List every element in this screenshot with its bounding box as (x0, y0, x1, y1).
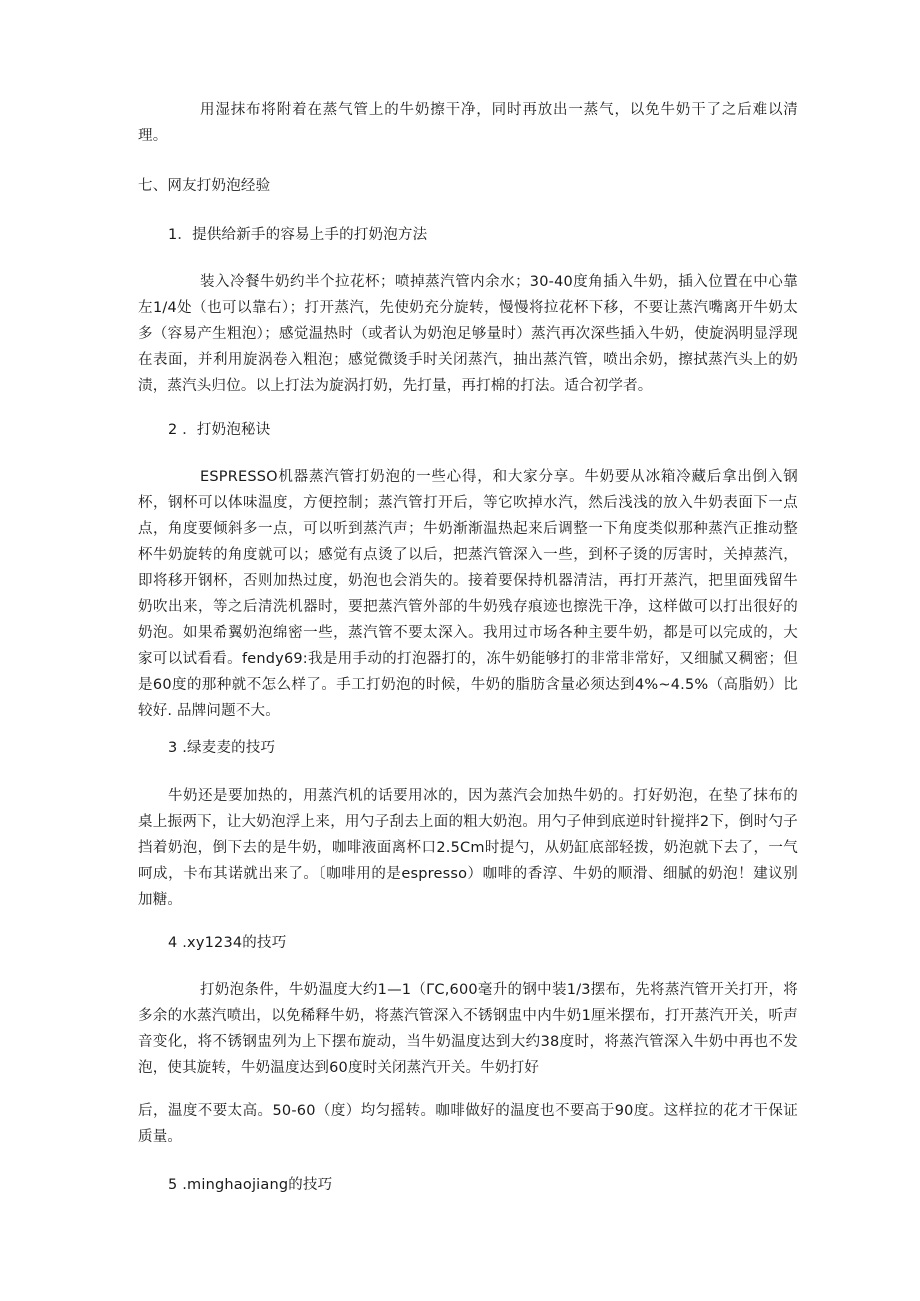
item-4-title: 4 .xy1234的技巧 (168, 935, 287, 951)
item-3-title: 3 .绿麦麦的技巧 (168, 740, 276, 756)
item-3-body: 牛奶还是要加热的，用蒸汽机的话要用冰的，因为蒸汽会加热牛奶的。打好奶泡，在垫了抹布的桌上振两下，让大奶泡浮上来，用勺子刮去上面的粗大奶泡。用勺子伸到底逆时针搅拌2下，倒时勺子挡着奶泡，倒下去的是牛奶，咖啡液面离杯口2.5Cm时提勺，从奶缸底部轻拨，奶泡就下去了，一气呵成，卡布其诺就出来了。〔咖啡用的是espresso）咖啡的香淳、牛奶的顺滑、细腻的奶泡！建议别加糖。 (138, 788, 798, 908)
paragraph-cleanup: 用湿抹布将附着在蒸气管上的牛奶擦干净，同时再放出一蒸气，以免牛奶干了之后难以清理。 (138, 102, 798, 144)
item-5-title: 5 .minghaojiang的技巧 (168, 1177, 333, 1193)
item-4-body-part2: 后，温度不要太高。50-60（度）均匀摇转。咖啡做好的温度也不要高于90度。这样拉的花才干保证质量。 (138, 1103, 798, 1145)
item-2-body: ESPRESSO机器蒸汽管打奶泡的一些心得，和大家分享。牛奶要从冰箱冷藏后拿出倒入钢杯，钢杯可以体味温度，方便控制；蒸汽管打开后，等它吹掉水汽，然后浅浅的放入牛奶表面下一点点，角度要倾斜多一点，可以听到蒸汽声；牛奶渐渐温热起来后调整一下角度类似那种蒸汽正推动整杯牛奶旋转的角度就可以；感觉有点烫了以后，把蒸汽管深入一些，到杯子烫的厉害时，关掉蒸汽，即将移开钢杯，否则加热过度，奶泡也会消失的。接着要保持机器清洁，再打开蒸汽，把里面残留牛奶吹出来，等之后清洗机器时，要把蒸汽管外部的牛奶残存痕迹也擦洗干净，这样做可以打出很好的奶泡。如果希翼奶泡绵密一些，蒸汽管不要太深入。我用过市场各种主要牛奶，都是可以完成的，大家可以试看看。fendy69:我是用手动的打泡器打的，冻牛奶能够打的非常非常好，又细腻又稠密；但是60度的那种就不怎么样了。手工打奶泡的时候，牛奶的脂肪含量必须达到4%~4.5%（高脂奶）比较好. 品牌问题不大。 (138, 469, 798, 719)
item-4-body-part1: 打奶泡条件，牛奶温度大约1—1（ΓC,600毫升的钢中装1/3摆布，先将蒸汽管开关打开，将多余的水蒸汽喷出，以免稀释牛奶，将蒸汽管深入不锈钢盅中内牛奶1厘米摆布，打开蒸汽开关，听声音变化，将不锈钢盅列为上下摆布旋动，当牛奶温度达到大约38度时，将蒸汽管深入牛奶中再也不发泡，使其旋转，牛奶温度达到60度时关闭蒸汽开关。牛奶打好 (138, 982, 798, 1076)
section-title-7: 七、网友打奶泡经验 (138, 178, 271, 194)
item-1-title: 1．提供给新手的容易上手的打奶泡方法 (168, 227, 428, 243)
item-1-body: 装入冷餐牛奶约半个拉花杯；喷掉蒸汽管内余水；30-40度角插入牛奶，插入位置在中心靠左1/4处（也可以靠右）；打开蒸汽，先使奶充分旋转，慢慢将拉花杯下移，不要让蒸汽嘴离开牛奶太多（容易产生粗泡）；感觉温热时（或者认为奶泡足够量时）蒸汽再次深些插入牛奶，使旋涡明显浮现在表面，并利用旋涡卷入粗泡；感觉微烫手时关闭蒸汽，抽出蒸汽管，喷出余奶，擦拭蒸汽头上的奶渍，蒸汽头归位。以上打法为旋涡打奶，先打量，再打棉的打法。适合初学者。 (138, 274, 798, 394)
item-2-title: 2 ．打奶泡秘诀 (168, 422, 271, 438)
